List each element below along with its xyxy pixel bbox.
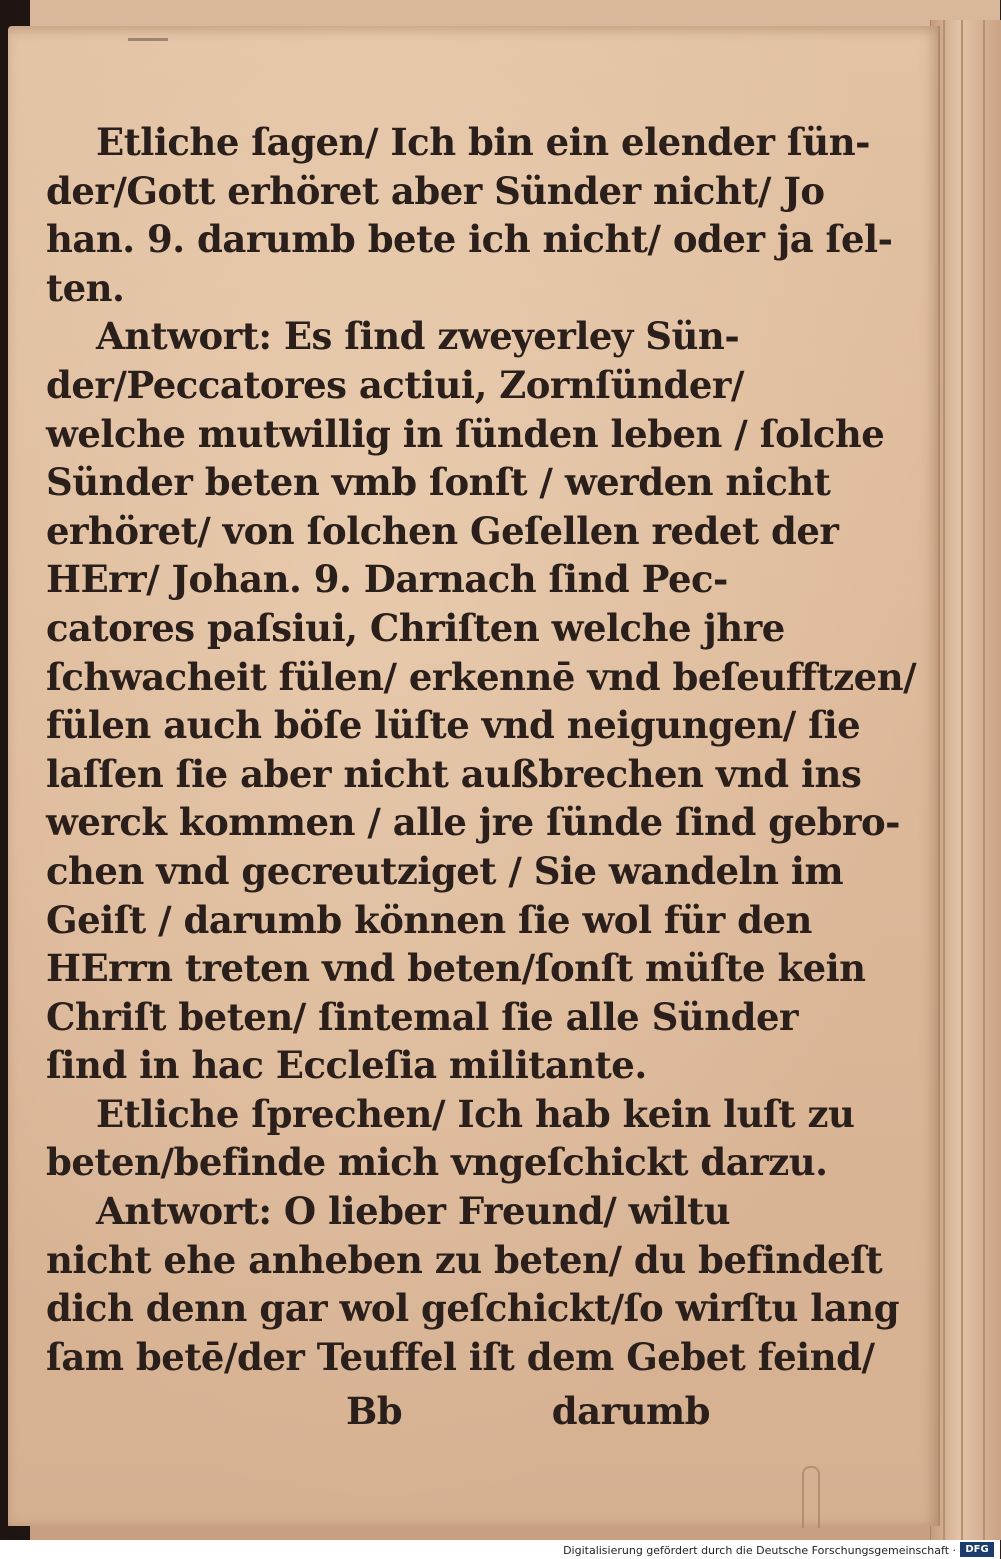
text-line: han. 9. darumb bete ich nicht/ oder ja ſel- <box>46 217 893 262</box>
text-line: Geiſt / darumb können ſie wol für den <box>46 897 812 942</box>
text-line: HErrn treten vnd beten/ſonſt müſte kein <box>46 946 866 991</box>
text-line: der/Peccatores actiui, Zornſünder/ <box>46 362 744 407</box>
text-line: ſind in hac Eccleſia militante. <box>46 1043 647 1088</box>
page-text <box>46 118 917 1436</box>
page-edge-line <box>961 20 963 1540</box>
dfg-logo: DFG <box>960 1542 994 1557</box>
text-line: welche mutwillig in ſünden leben / ſolche <box>46 411 885 456</box>
text-line: catores paſsiui, Chriſten welche jhre <box>46 605 785 650</box>
text-line: der/Gott erhöret aber Sünder nicht/ Jo <box>46 168 825 213</box>
text-line: ten. <box>46 265 125 310</box>
catchword: darumb <box>551 1389 710 1434</box>
text-line: werck kommen / alle jre ſünde ſind gebro- <box>46 800 901 845</box>
text-line: chen vnd gecreutziget / Sie wandeln im <box>46 848 844 893</box>
text-line: fülen auch böſe lüſte vnd neigungen/ ſie <box>46 703 861 748</box>
text-line: Antwort: O lieber Freund/ wiltu <box>96 1189 731 1234</box>
page-edge-line <box>983 20 985 1540</box>
previous-line-trace <box>128 38 168 51</box>
text-line: erhöret/ von ſolchen Geſellen redet der <box>46 508 839 553</box>
text-line: Chriſt beten/ ſintemal ſie alle Sünder <box>46 994 799 1039</box>
text-line: Etliche ſprechen/ Ich hab kein luſt zu <box>96 1091 855 1136</box>
text-line: beten/befinde mich vngeſchickt darzu. <box>46 1140 828 1185</box>
funding-credit: Digitalisierung gefördert durch die Deutsche Forschungsgemeinschaft · <box>563 1544 956 1557</box>
text-line: laſſen ſie aber nicht außbrechen vnd ins <box>46 751 862 796</box>
text-line: ſchwacheit fülen/ erkennē vnd beſeufftzen/ <box>46 654 917 699</box>
signature-mark: Bb <box>346 1389 403 1434</box>
page-edge-line <box>943 20 945 1540</box>
digitization-footer <box>0 1540 1000 1559</box>
page-footer-line <box>46 1387 710 1436</box>
book-page-edges <box>930 20 1001 1540</box>
book-page <box>8 26 940 1526</box>
text-line: ſam betē/der Teuffel iſt dem Gebet feind/ <box>46 1334 875 1379</box>
binding-pin <box>802 1466 820 1528</box>
text-line: Antwort: Es ſind zweyerley Sün- <box>96 314 740 359</box>
text-line: Etliche ſagen/ Ich bin ein elender ſün- <box>96 120 870 164</box>
text-line: nicht ehe anheben zu beten/ du befindeſt <box>46 1237 883 1282</box>
text-line: HErr/ Johan. 9. Darnach ſind Pec- <box>46 557 728 602</box>
text-line: Sünder beten vmb ſonſt / werden nicht <box>46 460 831 505</box>
text-line: dich denn gar wol geſchickt/ſo wirſtu lang <box>46 1286 900 1331</box>
